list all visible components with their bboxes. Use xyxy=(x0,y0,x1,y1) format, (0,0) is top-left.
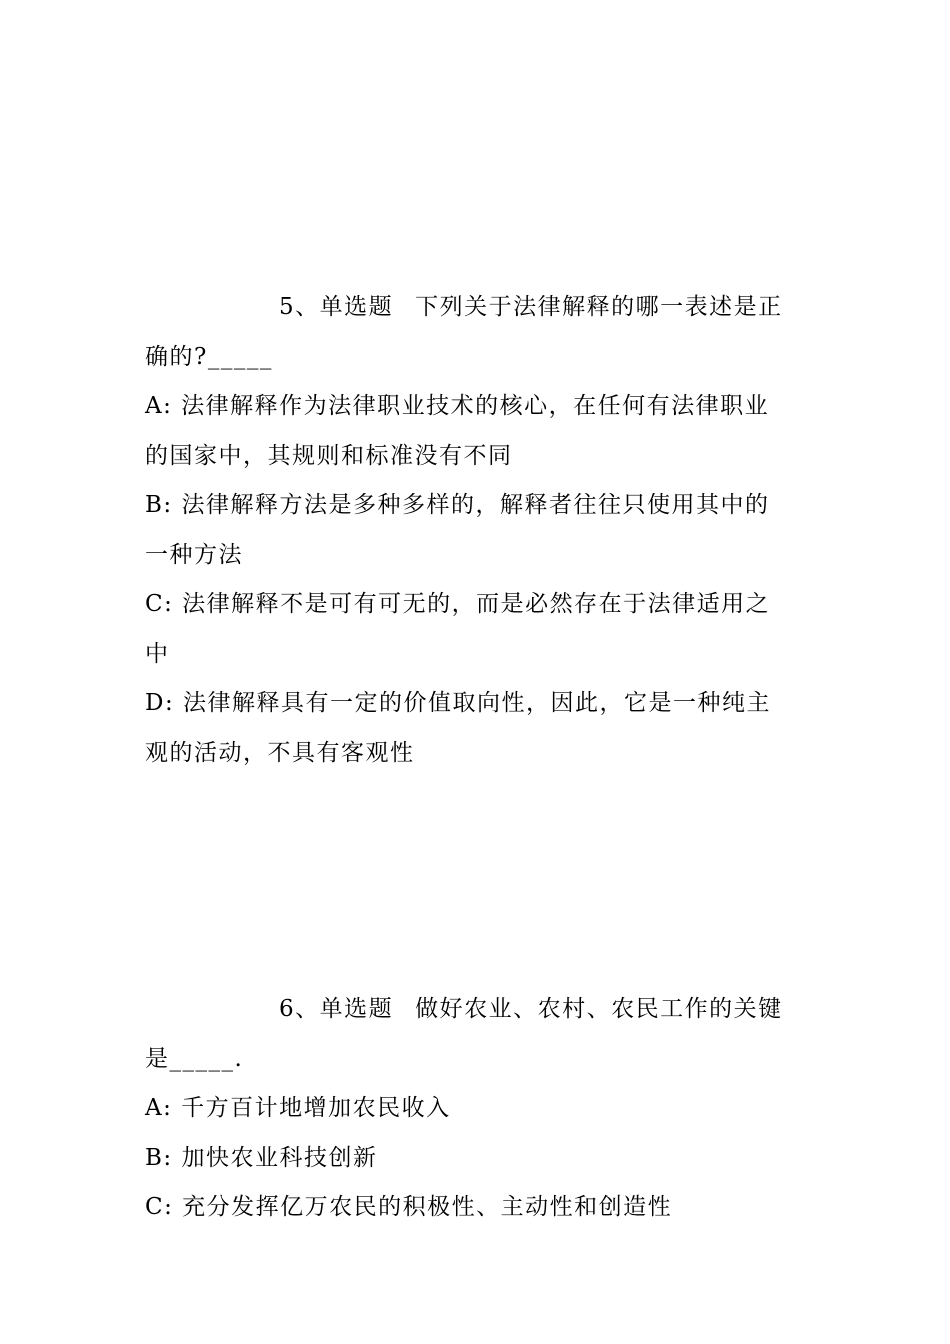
question-5 xyxy=(145,283,810,778)
option-a-line2: 的国家中，其规则和标准没有不同 xyxy=(145,442,513,469)
option-b-line1: B: 加快农业科技创新 xyxy=(145,1144,378,1171)
question-number: 5、单选题 xyxy=(279,294,394,320)
question-stem-line2: 确的?_____ xyxy=(145,343,273,370)
option-b-line1: B: 法律解释方法是多种多样的，解释者往往只使用其中的 xyxy=(145,492,770,518)
question-stem-line1 xyxy=(145,283,810,333)
option-d-line2: 观的活动，不具有客观性 xyxy=(145,739,415,766)
option-a-line1: A: 千方百计地增加农民收入 xyxy=(145,1095,451,1121)
option-c-line1: C: 法律解释不是可有可无的，而是必然存在于法律适用之 xyxy=(145,591,771,617)
question-stem-line2: 是_____. xyxy=(145,1045,244,1072)
question-6 xyxy=(145,985,810,1233)
option-c-line1: C: 充分发挥亿万农民的积极性、主动性和创造性 xyxy=(145,1194,673,1220)
question-stem-text: 做好农业、农村、农民工作的关键 xyxy=(415,996,783,1022)
question-stem-text: 下列关于法律解释的哪一表述是正 xyxy=(415,294,783,320)
option-a-line1: A: 法律解释作为法律职业技术的核心，在任何有法律职业 xyxy=(145,393,770,419)
option-d-line1: D: 法律解释具有一定的价值取向性，因此，它是一种纯主 xyxy=(145,690,772,716)
question-stem-line1 xyxy=(145,985,810,1035)
option-c-line2: 中 xyxy=(145,640,170,667)
question-number: 6、单选题 xyxy=(279,996,394,1022)
option-b-line2: 一种方法 xyxy=(145,541,243,568)
